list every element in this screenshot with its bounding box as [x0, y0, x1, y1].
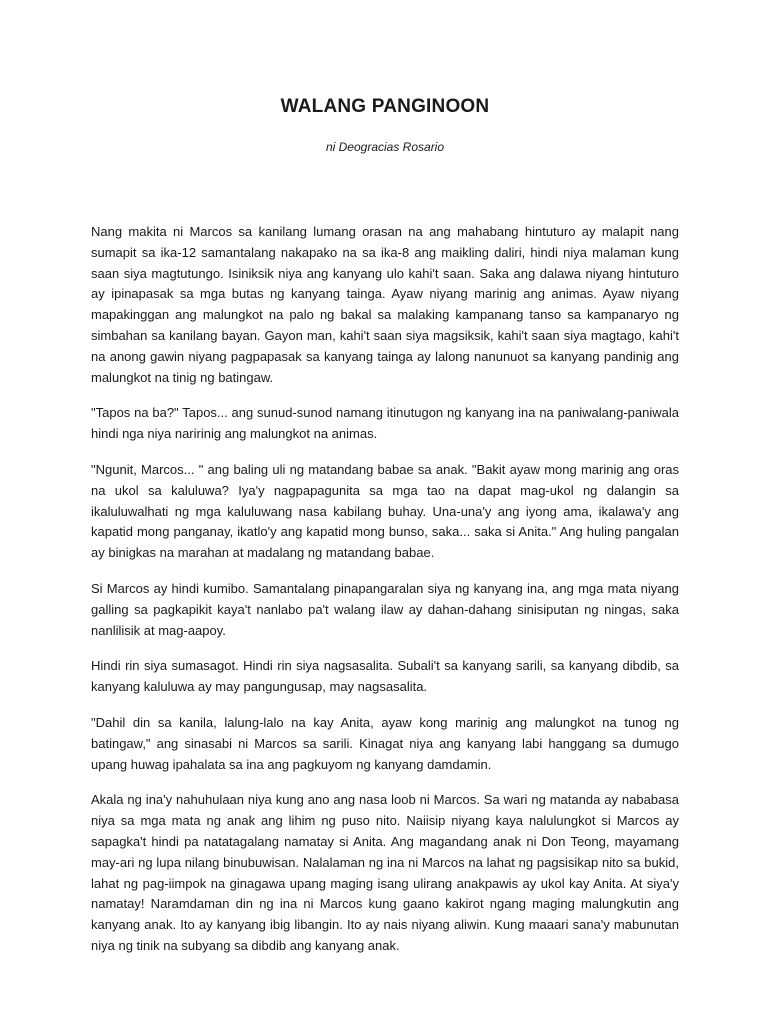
paragraph: Hindi rin siya sumasagot. Hindi rin siya nagsasalita. Subali't sa kanyang sarili, sa kanyang dibdib, sa kanyang kaluluwa ay may pangungusap, may nagsasalita.	[91, 658, 679, 695]
author-byline: ni Deogracias Rosario	[325, 140, 445, 154]
page-title: WALANG PANGINOON	[280, 96, 490, 117]
paragraph: Si Marcos ay hindi kumibo. Samantalang pinapangaralan siya ng kanyang ina, ang mga mata niyang galling sa pagkapikit kaya't nanlabo pa't walang ilaw ay dahan-dahang sinisiputan ng ningas, saka nanlilisik at mag-aapoy.	[91, 580, 679, 638]
paragraph: Nang makita ni Marcos sa kanilang lumang orasan na ang mahabang hintuturo ay malapit nang sumapit sa ika-12 samantalang nakapako na sa ika-8 ang maikling daliri, hindi niya malaman kung saan siya magtutungo. Isiniksik niya ang kanyang ulo kahi't saan. Saka ang dalawa niyang hintuturo ay ipinapasak sa mga butas ng kanyang tainga. Ayaw niyang marinig ang animas. Ayaw niyang mapakinggan ang malungkot na palo ng bakal sa malaking kampanang tanso sa kampanaryo ng simbahan sa kanilang bayan. Gayon man, kahi't saan siya magsiksik, kahi't saan siya magtago, kahi't na anong gawin niyang pagpapasak sa kanyang tainga ay lalong nanunuot sa kanyang pandinig ang malungkot na tinig ng batingaw.	[91, 224, 679, 385]
document-body	[91, 222, 679, 972]
paragraph: Akala ng ina'y nahuhulaan niya kung ano ang nasa loob ni Marcos. Sa wari ng matanda ay nababasa niya sa mga mata ng anak ang lihim ng puso nito. Naiisip niyang kaya nalulungkot si Marcos ay sapagka't hindi pa natatagalang namatay si Anita. Ang magandang anak ni Don Teong, mayamang may-ari ng lupa nilang binubuwisan. Nalalaman ng ina ni Marcos na lahat ng pagsisikap nito sa bukid, lahat ng pag-iimpok na ginagawa upang maging isang ulirang anakpawis ay ukol kay Anita. At siya'y namatay! Naramdaman din ng ina ni Marcos kung gaano kakirot ngang maging malungkutin ang kanyang anak. Ito ay kanyang ibig libangin. Ito ay nais niyang aliwin. Kung maaari sana'y mabunutan niya ng tinik na subyang sa dibdib ang kanyang anak.	[91, 792, 679, 953]
paragraph: "Tapos na ba?" Tapos... ang sunud-sunod namang itinutugon ng kanyang ina na paniwalang-paniwala hindi nga niya naririnig ang malungkot na animas.	[91, 405, 679, 442]
paragraph: "Dahil din sa kanila, lalung-lalo na kay Anita, ayaw kong marinig ang malungkot na tunog ng batingaw," ang sinasabi ni Marcos sa sarili. Kinagat niya ang kanyang labi hanggang sa dumugo upang huwag ipahalata sa ina ang pagkuyom ng kanyang damdamin.	[91, 714, 679, 772]
paragraph: "Ngunit, Marcos... " ang baling uli ng matandang babae sa anak. "Bakit ayaw mong marinig ang oras na ukol sa kaluluwa? Iya'y nagpapagunita sa mga tao na dapat mag-ukol ng dalangin sa ikaluluwalhati ng mga kaluluwang nasa kabilang buhay. Una-una'y ang iyong ama, ikalawa'y ang kapatid mong panganay, ikatlo'y ang kapatid mong bunso, saka... saka si Anita." Ang huling pangalan ay binigkas na marahan at madalang ng matandang babae.	[91, 461, 679, 561]
